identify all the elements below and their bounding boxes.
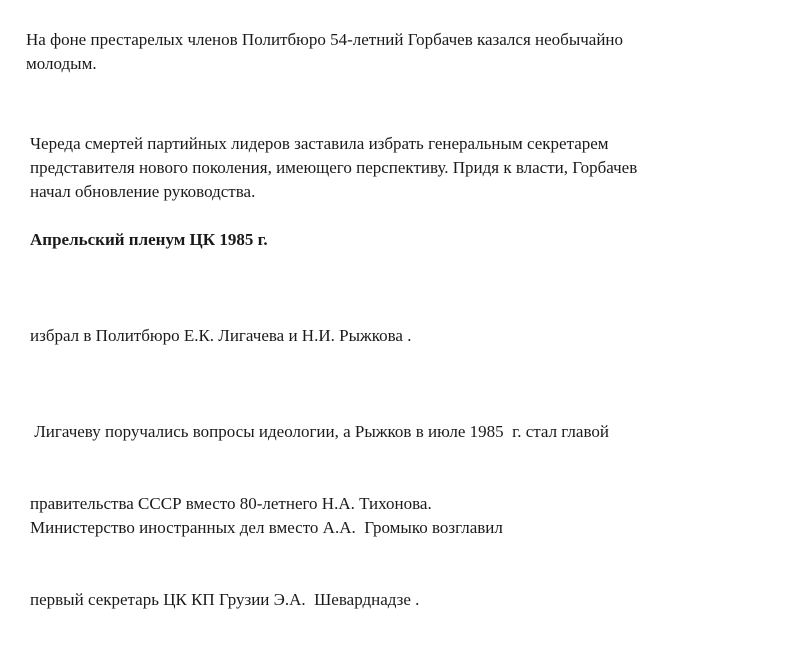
intro-line-2: молодым.: [26, 54, 97, 73]
foreign-ministry-paragraph: [30, 468, 503, 660]
foreign-ministry-line-1: Министерство иностранных дел вместо А.А. Громыко возглавил: [30, 518, 503, 537]
foreign-ministry-line-2: первый секретарь ЦК КП Грузии Э.А. Шеварднадзе .: [30, 590, 420, 609]
intro-line-1: На фоне престарелых членов Политбюро 54-летний Горбачев казался необычайно: [26, 30, 624, 49]
elected-paragraph: [30, 324, 411, 348]
intro-paragraph: [26, 28, 623, 76]
succession-line-1: Череда смертей партийных лидеров заставила избрать генеральным секретарем: [30, 134, 609, 153]
plenum-heading: Апрельский пленум ЦК 1985 г.: [30, 230, 268, 249]
succession-paragraph: [30, 132, 637, 204]
succession-line-2: представителя нового поколения, имеющего перспективу. Придя к власти, Горбачев: [30, 158, 638, 177]
elected-line-1: избрал в Политбюро Е.К. Лигачева и Н.И. Рыжкова .: [30, 326, 412, 345]
ligachev-line-2: правительства СССР вместо 80-летнего Н.А. Тихонова.: [30, 494, 432, 513]
succession-line-3: начал обновление руководства.: [30, 182, 256, 201]
ligachev-line-1: Лигачеву поручались вопросы идеологии, а Рыжков в июле 1985 г. стал главой: [30, 422, 609, 441]
